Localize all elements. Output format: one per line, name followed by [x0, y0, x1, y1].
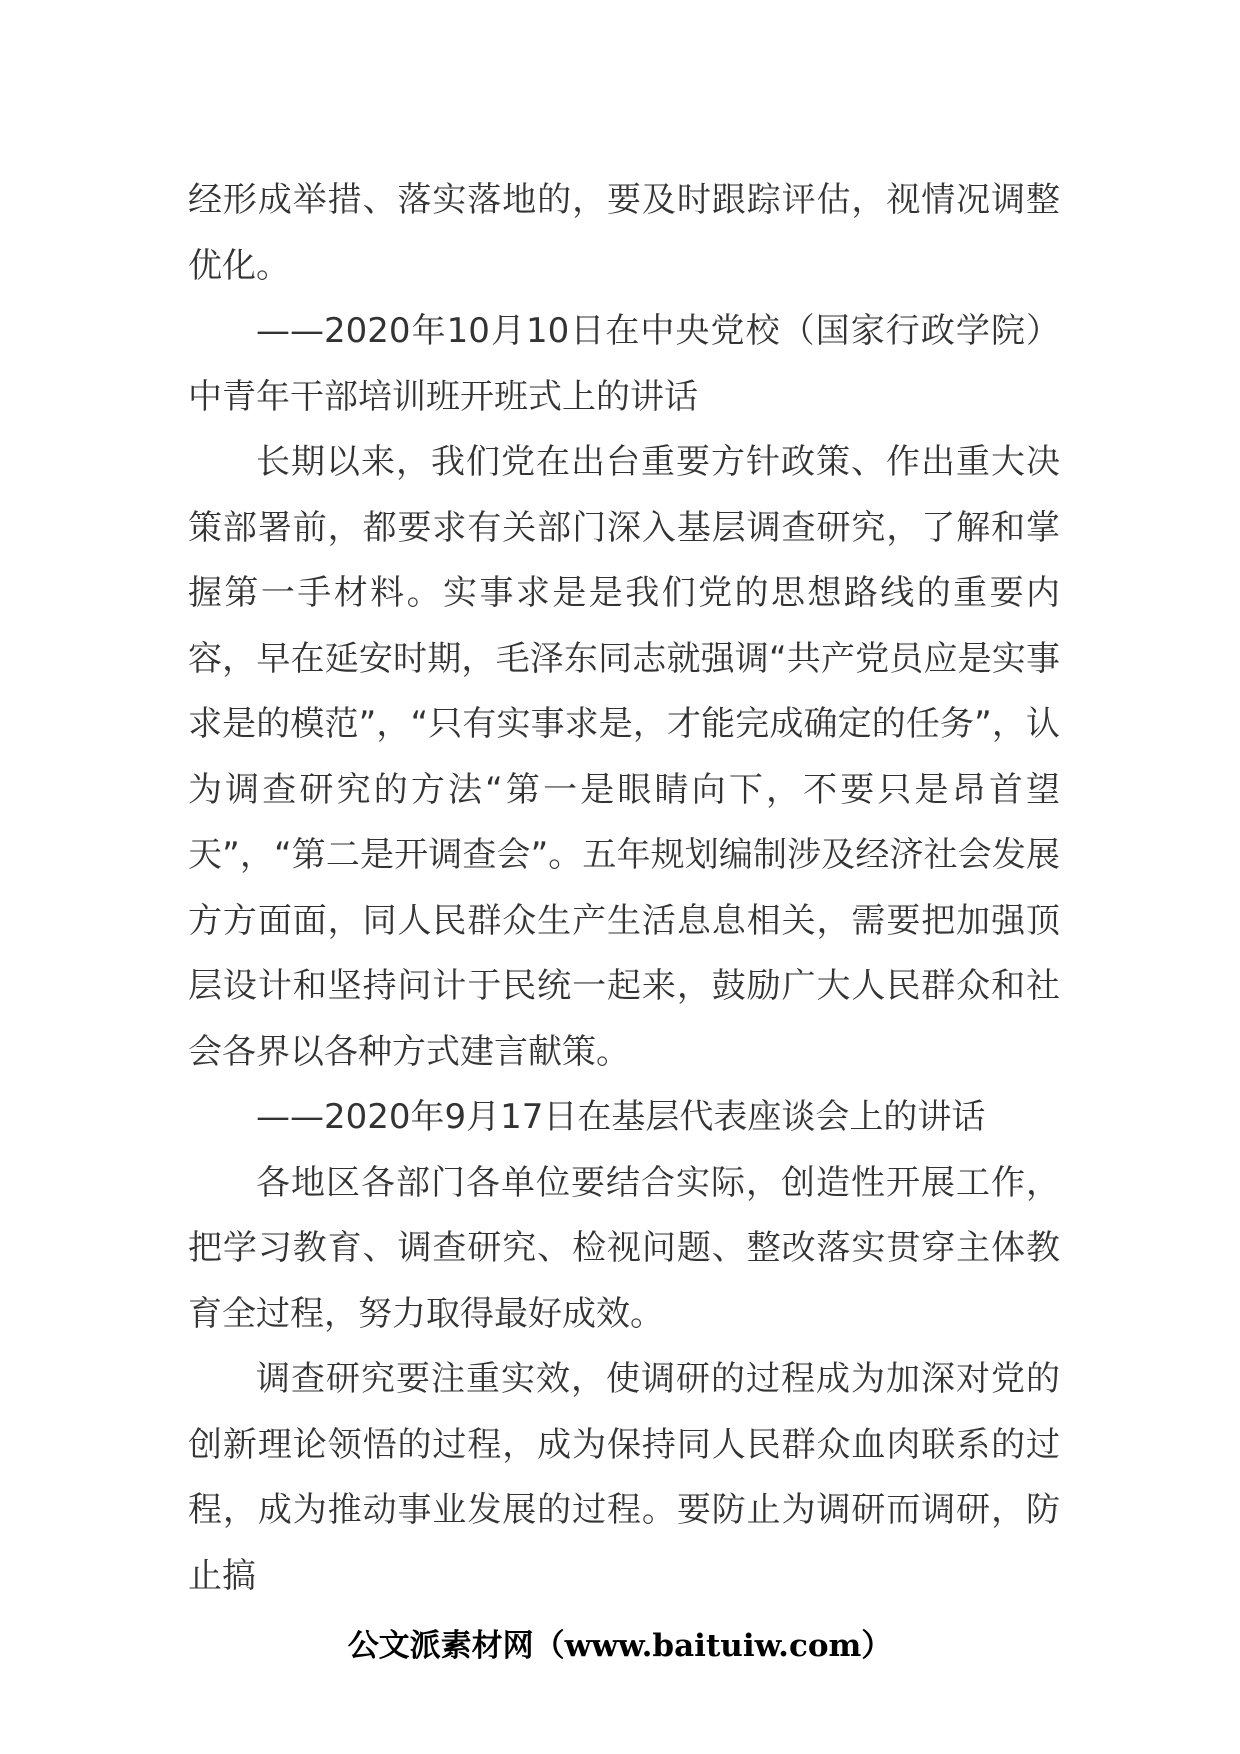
- paragraph: 调查研究要注重实效，使调研的过程成为加深对党的创新理论领悟的过程，成为保持同人民群众血肉联系的过程，成为推动事业发展的过程。要防止为调研而调研，防止搞: [188, 1359, 1060, 1596]
- paragraph-continued: 经形成举措、落实落地的，要及时跟踪评估，视情况调整优化。: [188, 180, 1060, 286]
- page-footer-watermark: 公文派素材网（www.baituiw.com）: [347, 1628, 893, 1664]
- speech-source-line: ——2020年10月10日在中央党校（国家行政学院）中青年干部培训班开班式上的讲话: [188, 311, 1060, 417]
- speech-source-line: ——2020年9月17日在基层代表座谈会上的讲话: [256, 1097, 986, 1137]
- document-body: [188, 168, 1060, 1609]
- paragraph: 各地区各部门各单位要结合实际，创造性开展工作，把学习教育、调查研究、检视问题、整改落实贯穿主体教育全过程，努力取得最好成效。: [188, 1162, 1060, 1334]
- paragraph: 长期以来，我们党在出台重要方针政策、作出重大决策部署前，都要求有关部门深入基层调查研究，了解和掌握第一手材料。实事求是是我们党的思想路线的重要内容，早在延安时期，毛泽东同志就强调“共产党员应是实事求是的模范”，“只有实事求是，才能完成确定的任务”，认为调查研究的方法“第一是眼睛向下，不要只是昂首望天”，“第二是开调查会”。五年规划编制涉及经济社会发展方方面面，同人民群众生产生活息息相关，需要把加强顶层设计和坚持问计于民统一起来，鼓励广大人民群众和社会各界以各种方式建言献策。: [188, 442, 1060, 1072]
